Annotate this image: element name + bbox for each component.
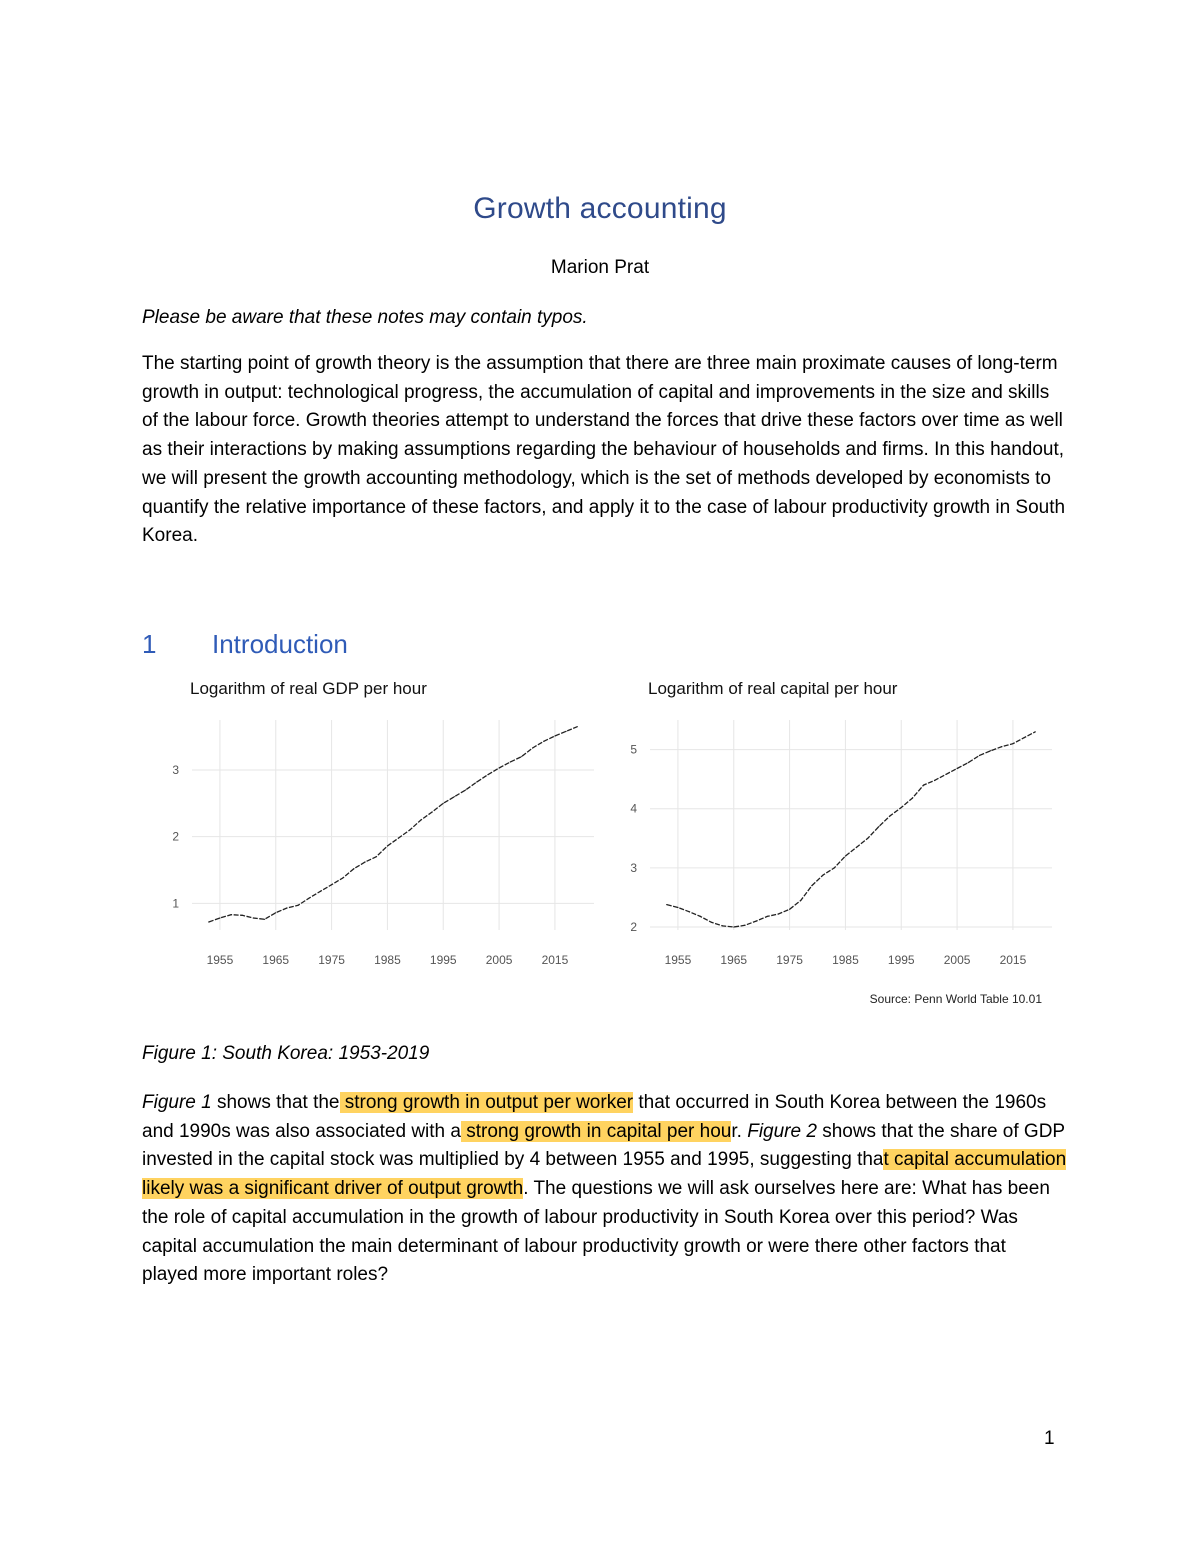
author-name: Marion Prat bbox=[550, 257, 650, 278]
document-title: Growth accounting bbox=[473, 192, 727, 225]
data-point bbox=[990, 750, 991, 751]
data-point bbox=[532, 747, 533, 748]
data-point bbox=[856, 847, 857, 848]
data-point bbox=[565, 731, 566, 732]
data-point bbox=[912, 797, 913, 798]
data-point bbox=[688, 911, 689, 912]
data-point bbox=[945, 774, 946, 775]
data-point bbox=[331, 884, 332, 885]
x-tick-label: 1965 bbox=[720, 953, 748, 967]
data-point bbox=[521, 756, 522, 757]
y-tick-label: 4 bbox=[630, 801, 637, 816]
section-heading bbox=[142, 629, 348, 660]
body-paragraph-text bbox=[142, 1089, 1067, 1290]
data-point bbox=[901, 807, 902, 808]
data-point bbox=[1012, 743, 1013, 744]
data-point bbox=[968, 762, 969, 763]
data-point bbox=[309, 897, 310, 898]
data-point bbox=[934, 780, 935, 781]
data-point bbox=[376, 856, 377, 857]
data-point bbox=[744, 925, 745, 926]
chart-title: Logarithm of real capital per hour bbox=[648, 679, 898, 698]
data-point bbox=[208, 921, 209, 922]
data-point bbox=[420, 819, 421, 820]
chart-source: Source: Penn World Table 10.01 bbox=[869, 992, 1042, 1006]
y-tick-label: 5 bbox=[630, 742, 637, 757]
intro-paragraph-text: The starting point of growth theory is the assumption that there are three main proximate causes of long-term growth in output: technological progress, the accumulation of capital and improvements in the size and skills of the labour force. Growth theories attempt to understand the forces that drive these factors over time as well as their interactions by making assumptions regarding the behaviour of households and firms. In this handout, we will present the growth accounting methodology, which is the set of methods developed by economists to quantify the relative importance of these factors, and apply it to the case of labour productivity growth in South Korea. bbox=[142, 353, 1066, 547]
x-tick-label: 1985 bbox=[832, 953, 859, 967]
data-point bbox=[275, 912, 276, 913]
x-tick-label: 2005 bbox=[943, 953, 971, 967]
x-tick-label: 1975 bbox=[776, 953, 803, 967]
body-text-3: r. bbox=[731, 1120, 748, 1142]
highlight-capital-growth: strong growth in capital per hou bbox=[460, 1120, 732, 1142]
x-tick-label: 1955 bbox=[664, 953, 692, 967]
gdp-chart bbox=[142, 672, 602, 972]
data-point bbox=[722, 925, 723, 926]
x-tick-label: 1965 bbox=[262, 953, 290, 967]
figure-ref-2: Figure 2 bbox=[747, 1120, 817, 1142]
data-point bbox=[755, 921, 756, 922]
data-point bbox=[387, 845, 388, 846]
data-point bbox=[577, 726, 578, 727]
data-point bbox=[889, 815, 890, 816]
data-point bbox=[543, 741, 544, 742]
data-point bbox=[431, 811, 432, 812]
data-point bbox=[1001, 746, 1002, 747]
series-line bbox=[209, 727, 578, 922]
data-point bbox=[230, 914, 231, 915]
section-number: 1 bbox=[142, 629, 157, 659]
data-point bbox=[443, 803, 444, 804]
data-point bbox=[677, 907, 678, 908]
page-number: 1 bbox=[1044, 1428, 1055, 1449]
data-point bbox=[711, 922, 712, 923]
data-point bbox=[219, 917, 220, 918]
series-line bbox=[667, 732, 1036, 927]
y-tick-label: 2 bbox=[630, 920, 637, 935]
x-tick-label: 1995 bbox=[887, 953, 915, 967]
highlight-capital-driver: t capital accumulation likely was a significant driver of output growth bbox=[142, 1149, 1067, 1200]
data-point bbox=[264, 919, 265, 920]
data-point bbox=[353, 868, 354, 869]
x-tick-label: 1995 bbox=[429, 953, 457, 967]
data-point bbox=[1023, 737, 1024, 738]
figure-ref-1: Figure 1 bbox=[142, 1092, 212, 1113]
data-point bbox=[342, 877, 343, 878]
data-point bbox=[800, 900, 801, 901]
data-point bbox=[956, 768, 957, 769]
body-paragraph bbox=[142, 1089, 1067, 1290]
data-point bbox=[767, 916, 768, 917]
data-point bbox=[454, 796, 455, 797]
figure-caption: Figure 1: South Korea: 1953-2019 bbox=[142, 1043, 430, 1064]
typos-note: Please be aware that these notes may contain typos. bbox=[142, 307, 588, 328]
data-point bbox=[834, 867, 835, 868]
data-point bbox=[498, 767, 499, 768]
body-text-1: shows that the bbox=[211, 1092, 340, 1113]
data-point bbox=[253, 917, 254, 918]
data-point bbox=[666, 904, 667, 905]
body-text-4: shows that the share of GDP invested in the capital stock was multiplied by 4 between 1955 and 1995, suggesting tha bbox=[142, 1120, 1065, 1171]
data-point bbox=[510, 761, 511, 762]
data-point bbox=[242, 915, 243, 916]
data-point bbox=[554, 735, 555, 736]
capital-chart-svg bbox=[600, 672, 1060, 1017]
data-point bbox=[789, 909, 790, 910]
data-point bbox=[409, 829, 410, 830]
data-point bbox=[398, 837, 399, 838]
highlight-output-growth: strong growth in output per worker bbox=[339, 1092, 634, 1113]
y-tick-label: 2 bbox=[172, 829, 179, 844]
data-point bbox=[878, 826, 879, 827]
body-text-5: . The questions we will ask ourselves here are: What has been the role of capital accumulation in the growth of labour productivity in South Korea over this period? Was capital accumulation the main determinant of labour productivity growth or were there other factors that played more important roles? bbox=[142, 1178, 1050, 1286]
capital-chart bbox=[600, 672, 1060, 1017]
x-tick-label: 1955 bbox=[206, 953, 234, 967]
data-point bbox=[465, 789, 466, 790]
data-point bbox=[811, 885, 812, 886]
data-point bbox=[297, 905, 298, 906]
x-tick-label: 1985 bbox=[374, 953, 401, 967]
data-point bbox=[923, 784, 924, 785]
chart-title: Logarithm of real GDP per hour bbox=[190, 679, 427, 698]
x-tick-label: 2015 bbox=[999, 953, 1027, 967]
body-text-2: that occurred in South Korea between the 1960s and 1990s was also associated with a bbox=[142, 1092, 1047, 1142]
section-title: Introduction bbox=[212, 629, 348, 659]
data-point bbox=[822, 874, 823, 875]
data-point bbox=[320, 891, 321, 892]
data-point bbox=[979, 755, 980, 756]
data-point bbox=[845, 855, 846, 856]
gdp-chart-svg bbox=[142, 672, 602, 972]
data-point bbox=[286, 907, 287, 908]
data-point bbox=[364, 861, 365, 862]
intro-paragraph bbox=[142, 350, 1067, 551]
data-point bbox=[476, 781, 477, 782]
data-point bbox=[867, 838, 868, 839]
y-tick-label: 1 bbox=[172, 896, 179, 911]
y-tick-label: 3 bbox=[630, 860, 637, 875]
x-tick-label: 2015 bbox=[541, 953, 569, 967]
x-tick-label: 2005 bbox=[485, 953, 513, 967]
data-point bbox=[487, 774, 488, 775]
x-tick-label: 1975 bbox=[318, 953, 345, 967]
data-point bbox=[778, 913, 779, 914]
y-tick-label: 3 bbox=[172, 763, 179, 777]
data-point bbox=[733, 926, 734, 927]
data-point bbox=[1035, 731, 1036, 732]
data-point bbox=[700, 916, 701, 917]
